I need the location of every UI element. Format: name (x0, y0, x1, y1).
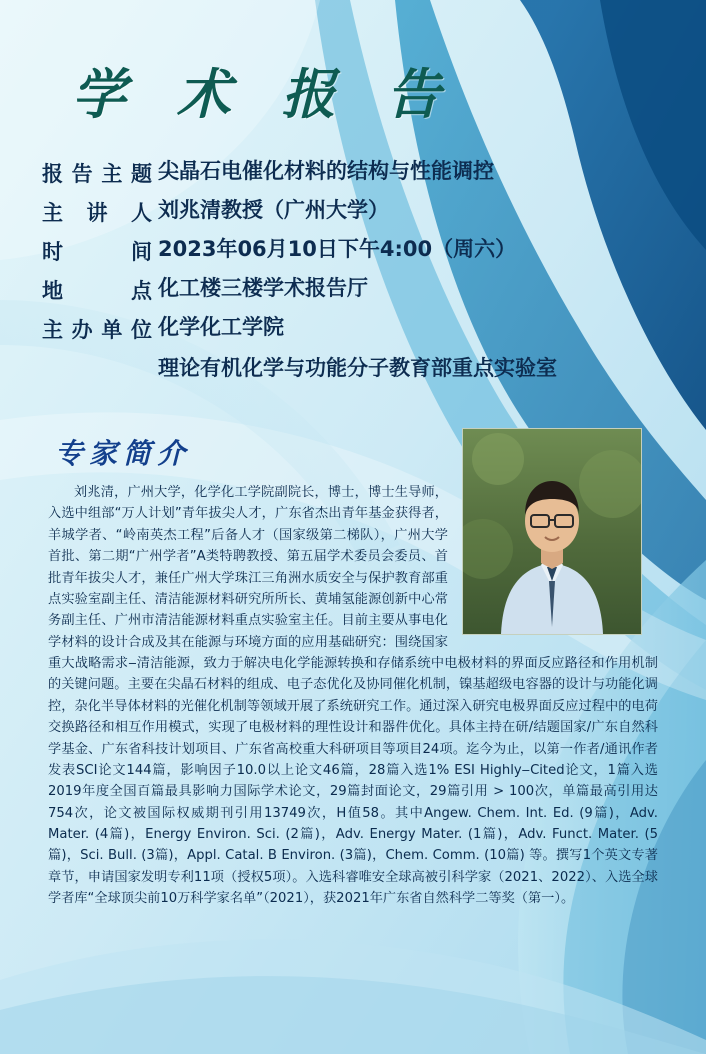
info-label-topic: 报告主题 (42, 162, 152, 186)
info-value-organizer-lab: 理论有机化学与功能分子教育部重点实验室 (158, 356, 557, 380)
info-label-speaker: 主 讲 人 (42, 201, 152, 225)
info-value-speaker: 刘兆清教授（广州大学） (158, 198, 389, 222)
info-label-organizer: 主办单位 (42, 318, 152, 342)
info-label-time: 时 间 (42, 240, 152, 264)
bio-photo-wrap-spacer (448, 482, 658, 642)
info-row-organizer-second (42, 353, 662, 381)
expert-section-heading: 专家简介 (55, 437, 192, 470)
info-value-topic: 尖晶石电催化材料的结构与性能调控 (158, 159, 494, 183)
info-table (42, 158, 662, 390)
page-title: 学 术 报 告 (72, 62, 457, 126)
info-row (42, 236, 662, 266)
info-value-location: 化工楼三楼学术报告厅 (158, 276, 368, 300)
info-value-time: 2023年06月10日下午4:00（周六） (158, 237, 517, 261)
info-row (42, 197, 662, 227)
info-value-organizer: 化学化工学院 (158, 315, 284, 339)
info-label-location: 地 点 (42, 279, 152, 303)
info-row (42, 314, 662, 344)
bio-text: 刘兆清，广州大学，化学化工学院副院长，博士，博士生导师，入选中组部“万人计划”青年拔尖人才，广东省杰出青年基金获得者，羊城学者、“岭南英杰工程”后备人才（国家级第二梯队），广州大学首批、第二期“广州学者”A类特聘教授、第五届学术委员会委员、首批青年拔尖人才，兼任广州大学珠江三角洲水质安全与保护教育部重点实验室副主任、清洁能源材料研究所所长、黄埔氢能源创新中心常务副主任、广州市清洁能源材料重点实验室主任。目前主要从事电化学材料的设计合成及其在能源与环境方面的应用基础研究：围绕国家重大战略需求‒清洁能源，致力于解决电化学能源转换和存储系统中电极材料的界面反应路径和作用机制的关键问题。主要在尖晶石材料的组成、电子态优化及协同催化机制，镍基超级电容器的设计与功能化调控，杂化半导体材料的光催化机制等领域开展了系统研究工作。通过深入研究电极界面反应过程中的电荷交换路径和相互作用模式，实现了电极材料的理性设计和器件优化。具体主持在研/结题国家/广东自然科学基金、广东省科技计划项目、广东省高校重大科研项目等项目24项。迄今为止，以第一作者/通讯作者发表SCI论文144篇，影响因子10.0以上论文46篇，28篇入选1% ESI Highly‒Cited论文，1篇入选2019年度全国百篇最具影响力国际学术论文，29篇封面论文，29篇引用 > 100次，单篇最高引用达754次，论文被国际权威期刊引用13749次，H值58。其中Angew. Chem. Int. Ed. (9篇)，Adv. Mater. (4篇)，Energy Environ. Sci. (2篇)，Adv. Energy Mater. (1篇)，Adv. Funct. Mater. (5篇)，Sci. Bull. (3篇)，Appl. Catal. B Environ. (3篇)，Chem. Comm. (10篇) 等。撰写1个英文专著章节，申请国家发明专利11项（授权5项）。入选科睿唯安全球高被引科学家（2021、2022）、入选全球学者库“全球顶尖前10万科学家名单”（2021），获2021年广东省自然科学二等奖（第一）。 (48, 485, 658, 907)
info-row (42, 158, 662, 188)
speaker-bio (48, 482, 658, 910)
info-row (42, 275, 662, 305)
